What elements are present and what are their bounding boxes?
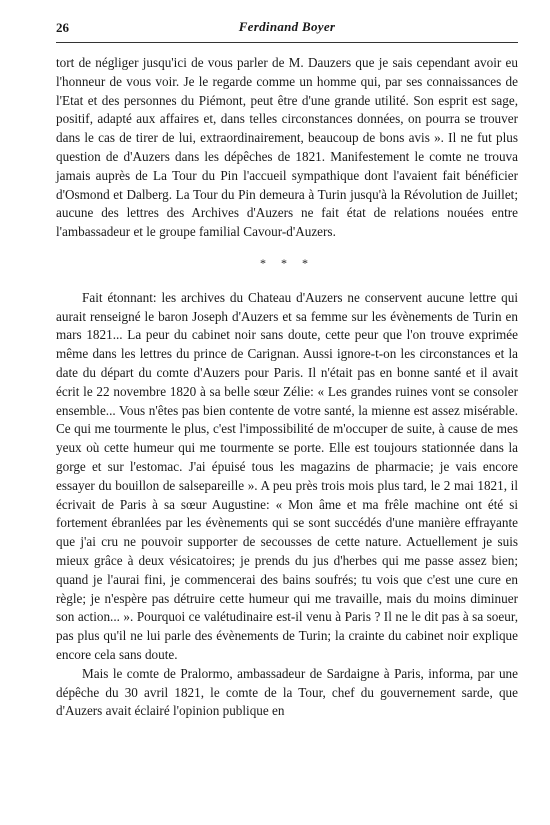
section-separator: * * * <box>260 255 314 270</box>
page-header <box>56 19 518 41</box>
page-number: 26 <box>56 20 69 35</box>
running-head: Ferdinand Boyer <box>238 19 336 34</box>
paragraph-continued: tort de négliger jusqu'ici de vous parler de M. Dauzers que je sais cependant avoir eu l'honneur de vous voir. Je le regarde comme un homme qui, par ses connaissances de l'Etat et des personnes du Piémont, peut être d'une grande utilité. Son esprit est sage, positif, adapté aux affaires et, dans telles circonstances données, on pourra se trouver dans le cas de tirer de lui, extraordinairement, beaucoup de bons avis ». Il ne fut plus question de d'Auzers dans les dépêches de 1821. Manifestement le comte ne trouva jamais auprès de La Tour du Pin l'accueil sympathique dont l'avaient fait bénéficier d'Osmond et Dalberg. La Tour du Pin demeura à Turin jusqu'à la Révolution de Juillet; aucune des lettres des Archives d'Auzers ne fait état de relations nouées entre l'ambassadeur et le groupe familial Cavour-d'Auzers. <box>56 55 518 240</box>
paragraph: Fait étonnant: les archives du Chateau d'Auzers ne conservent aucune lettre qui aurait renseigné le baron Joseph d'Auzers et sa femme sur les évènements de Turin en mars 1821... La peur du cabinet noir sans doute, cette peur que l'on trouve exprimée même dans les lettres du prince de Carignan. Aussi ignore-t-on les circonstances et la date du départ du comte d'Auzers pour Paris. Il n'était pas en bonne santé et il avait écrit le 22 novembre 1820 à sa belle sœur Zélie: « Les grandes ruines vont se consoler ensemble... Vous n'êtes pas bien contente de votre santé, la mienne est assez misérable. Ce qui me tourmente le plus, c'est l'impossibilité de m'occuper de suite, à cause de mes yeux où cette humeur qui me tourmente se porte. Elle est toujours stationnée dans la gorge et sur l'estomac. J'ai épuisé tous les magazins de pharmacie; je vais encore essayer du bouillon de salsepareille ». A peu près trois mois plus tard, le 2 mai 1821, il écrivait de Paris à sa sœur Augustine: « Mon âme et ma frêle machine ont été si fortement ébranlées par les évènements qui se sont succédés d'une manière effrayante que j'ai cru ne pouvoir supporter de secousses de cette nature. Actuellement je suis mieux grâce à deux vésicatoires; je prends du jus d'herbes qui me passe assez bien; quand je l'aurai fini, je commencerai des bains soufrés; tu vois que c'est une cure en règle; je n'espère pas détruire cette humeur qui me travaille, mais du moins diminuer son action... ». Pourquoi ce valétudinaire est-il venu à Paris ? Il ne le dit pas à sa soeur, pas plus qu'il ne lui parle des évènements de Turin; la crainte du cabinet noir explique encore cela sans doute. <box>56 289 518 662</box>
paragraph: Mais le comte de Pralormo, ambassadeur de Sardaigne à Paris, informa, par une dépêche du 30 avril 1821, le comte de la Tour, chef du gouvernement sarde, que d'Auzers avait éclairé l'opinion publique en <box>56 665 518 719</box>
body-text <box>56 54 518 721</box>
header-rule <box>56 42 518 43</box>
